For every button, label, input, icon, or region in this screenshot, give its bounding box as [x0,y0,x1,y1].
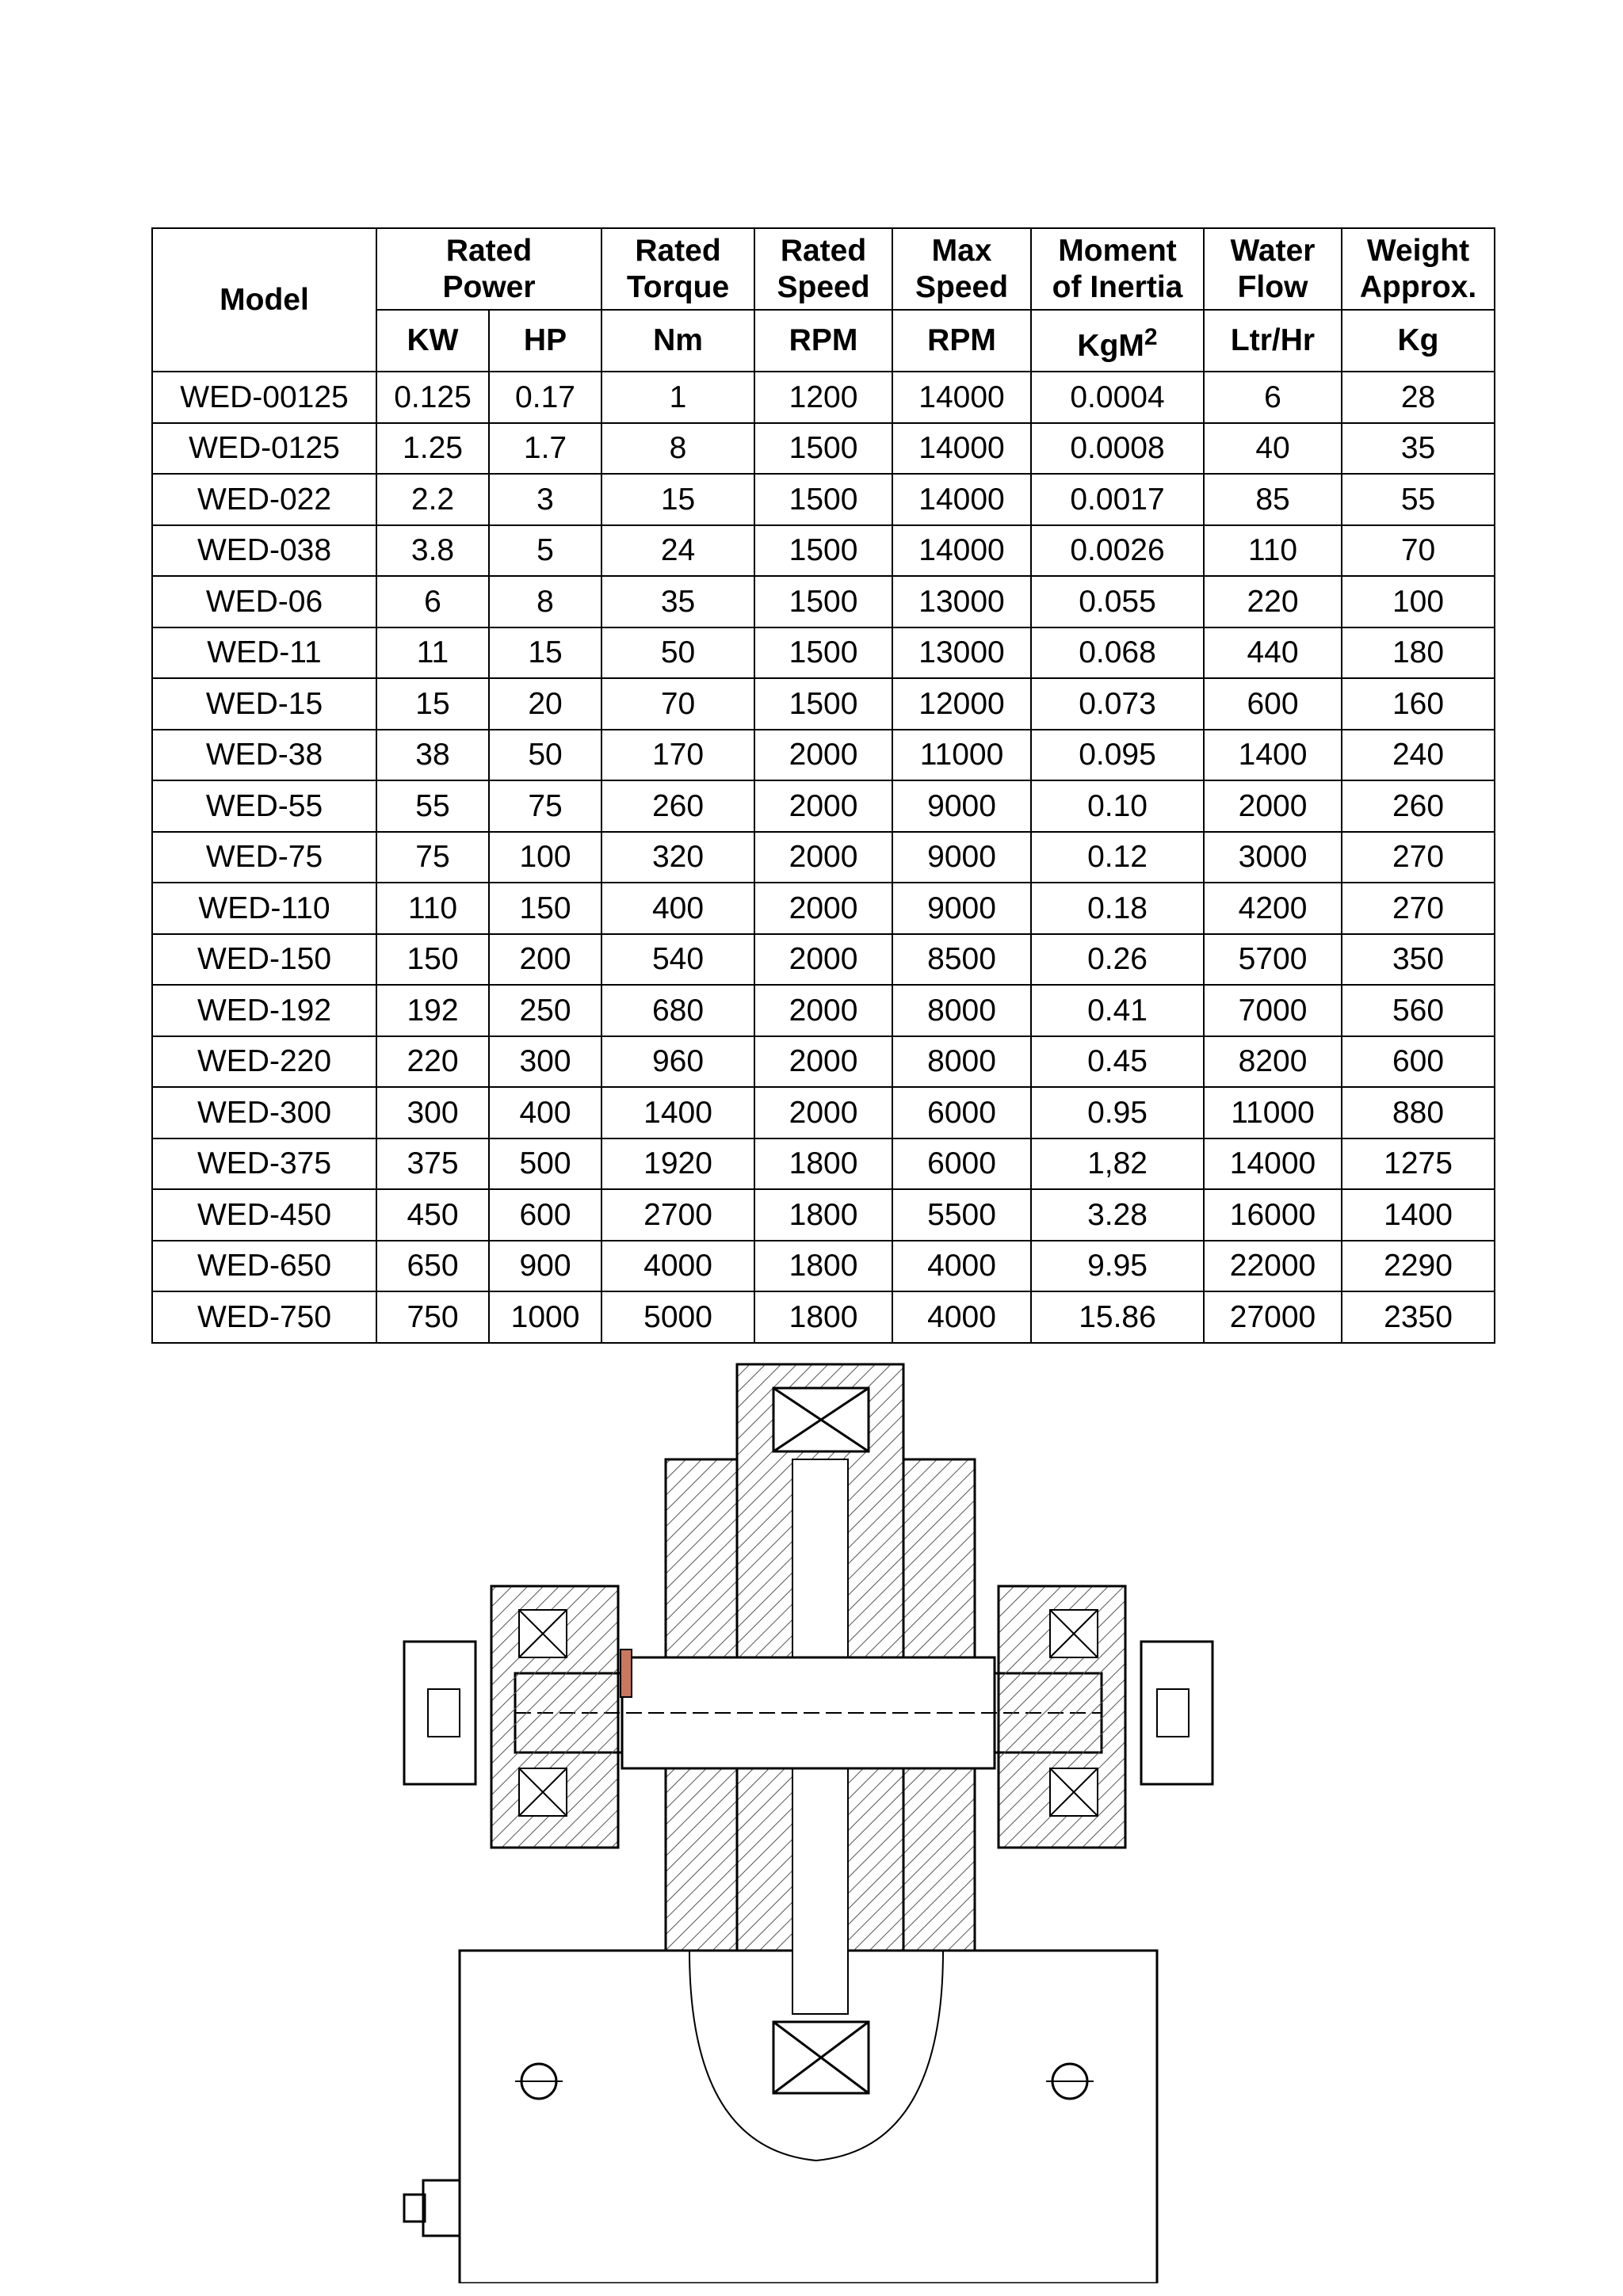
value-cell: 0.068 [1031,627,1204,679]
model-cell: WED-00125 [152,372,376,423]
model-cell: WED-038 [152,525,376,577]
value-cell: 180 [1342,627,1495,679]
value-cell: 2000 [754,832,892,883]
value-cell: 55 [376,780,489,832]
value-cell: 5500 [892,1189,1031,1241]
value-cell: 9000 [892,832,1031,883]
model-cell: WED-11 [152,627,376,679]
value-cell: 13000 [892,627,1031,679]
value-cell: 8200 [1204,1036,1342,1088]
table-row [152,780,1495,832]
table-body [152,372,1495,1343]
value-cell: 3000 [1204,832,1342,883]
value-cell: 55 [1342,474,1495,525]
value-cell: 750 [376,1291,489,1343]
model-cell: WED-15 [152,678,376,730]
right-bearing-assembly [999,1586,1212,1848]
value-cell: 35 [1342,423,1495,475]
value-cell: 1800 [754,1138,892,1190]
model-cell: WED-06 [152,576,376,627]
value-cell: 11000 [892,730,1031,781]
value-cell: 1 [601,372,754,423]
unit-water-flow: Ltr/Hr [1204,310,1342,372]
value-cell: 500 [489,1138,601,1190]
model-cell: WED-0125 [152,423,376,475]
value-cell: 270 [1342,883,1495,934]
value-cell: 14000 [892,423,1031,475]
value-cell: 8 [489,576,601,627]
value-cell: 85 [1204,474,1342,525]
value-cell: 600 [1342,1036,1495,1088]
value-cell: 260 [1342,780,1495,832]
value-cell: 1920 [601,1138,754,1190]
value-cell: 100 [1342,576,1495,627]
unit-rated-speed: RPM [754,310,892,372]
header-max-speed: Max Speed [892,228,1031,310]
table-row [152,525,1495,577]
model-cell: WED-650 [152,1241,376,1292]
value-cell: 540 [601,934,754,986]
value-cell: 0.0017 [1031,474,1204,525]
value-cell: 14000 [892,372,1031,423]
value-cell: 8 [601,423,754,475]
value-cell: 240 [1342,730,1495,781]
value-cell: 0.095 [1031,730,1204,781]
value-cell: 0.0026 [1031,525,1204,577]
model-cell: WED-55 [152,780,376,832]
value-cell: 1800 [754,1189,892,1241]
model-cell: WED-75 [152,832,376,883]
value-cell: 100 [489,832,601,883]
value-cell: 1500 [754,474,892,525]
value-cell: 0.10 [1031,780,1204,832]
value-cell: 40 [1204,423,1342,475]
value-cell: 1500 [754,627,892,679]
unit-weight: Kg [1342,310,1495,372]
value-cell: 1800 [754,1291,892,1343]
unit-max-speed: RPM [892,310,1031,372]
value-cell: 0.45 [1031,1036,1204,1088]
unit-kw: KW [376,310,489,372]
header-rated-torque: Rated Torque [601,228,754,310]
value-cell: 192 [376,985,489,1036]
value-cell: 75 [376,832,489,883]
value-cell: 250 [489,985,601,1036]
value-cell: 300 [489,1036,601,1088]
table-row [152,1087,1495,1138]
value-cell: 200 [489,934,601,986]
value-cell: 400 [601,883,754,934]
value-cell: 11000 [1204,1087,1342,1138]
value-cell: 5700 [1204,934,1342,986]
value-cell: 15.86 [1031,1291,1204,1343]
value-cell: 150 [489,883,601,934]
value-cell: 0.055 [1031,576,1204,627]
value-cell: 880 [1342,1087,1495,1138]
model-cell: WED-220 [152,1036,376,1088]
value-cell: 20 [489,678,601,730]
value-cell: 650 [376,1241,489,1292]
value-cell: 3.8 [376,525,489,577]
value-cell: 350 [1342,934,1495,986]
value-cell: 6 [1204,372,1342,423]
value-cell: 220 [376,1036,489,1088]
unit-hp: HP [489,310,601,372]
table-row [152,1138,1495,1190]
value-cell: 110 [1204,525,1342,577]
value-cell: 170 [601,730,754,781]
value-cell: 9000 [892,780,1031,832]
value-cell: 680 [601,985,754,1036]
value-cell: 220 [1204,576,1342,627]
value-cell: 2700 [601,1189,754,1241]
value-cell: 50 [601,627,754,679]
table-row [152,576,1495,627]
value-cell: 2000 [754,883,892,934]
header-rated-speed: Rated Speed [754,228,892,310]
table-row [152,934,1495,986]
value-cell: 70 [601,678,754,730]
header-weight: Weight Approx. [1342,228,1495,310]
value-cell: 8000 [892,985,1031,1036]
value-cell: 2000 [754,934,892,986]
value-cell: 375 [376,1138,489,1190]
value-cell: 1,82 [1031,1138,1204,1190]
value-cell: 1.7 [489,423,601,475]
value-cell: 5000 [601,1291,754,1343]
value-cell: 5 [489,525,601,577]
value-cell: 15 [376,678,489,730]
value-cell: 0.12 [1031,832,1204,883]
value-cell: 960 [601,1036,754,1088]
model-cell: WED-110 [152,883,376,934]
value-cell: 1200 [754,372,892,423]
value-cell: 1800 [754,1241,892,1292]
value-cell: 0.17 [489,372,601,423]
table-row [152,1241,1495,1292]
value-cell: 24 [601,525,754,577]
value-cell: 15 [601,474,754,525]
value-cell: 12000 [892,678,1031,730]
model-cell: WED-750 [152,1291,376,1343]
value-cell: 320 [601,832,754,883]
value-cell: 22000 [1204,1241,1342,1292]
table-row [152,423,1495,475]
value-cell: 0.41 [1031,985,1204,1036]
table-row [152,832,1495,883]
value-cell: 2000 [754,1087,892,1138]
table-row [152,678,1495,730]
value-cell: 0.0004 [1031,372,1204,423]
value-cell: 8500 [892,934,1031,986]
value-cell: 27000 [1204,1291,1342,1343]
table-row [152,474,1495,525]
table-row [152,1189,1495,1241]
dynamometer-spec-table [151,227,1495,1344]
value-cell: 14000 [1204,1138,1342,1190]
value-cell: 0.95 [1031,1087,1204,1138]
value-cell: 13000 [892,576,1031,627]
table-row [152,372,1495,423]
base-frame [404,1951,1157,2283]
value-cell: 560 [1342,985,1495,1036]
value-cell: 14000 [892,525,1031,577]
value-cell: 1275 [1342,1138,1495,1190]
value-cell: 70 [1342,525,1495,577]
table-row [152,883,1495,934]
value-cell: 1500 [754,423,892,475]
value-cell: 9.95 [1031,1241,1204,1292]
model-cell: WED-375 [152,1138,376,1190]
table-row [152,1291,1495,1343]
value-cell: 3 [489,474,601,525]
value-cell: 1400 [1204,730,1342,781]
model-cell: WED-450 [152,1189,376,1241]
value-cell: 2000 [754,1036,892,1088]
header-rated-power: Rated Power [376,228,601,310]
table-row [152,1036,1495,1088]
value-cell: 9000 [892,883,1031,934]
unit-inertia: KgM$^2$ [1031,310,1204,372]
value-cell: 14000 [892,474,1031,525]
value-cell: 900 [489,1241,601,1292]
table-row [152,985,1495,1036]
value-cell: 2000 [754,780,892,832]
value-cell: 2350 [1342,1291,1495,1343]
value-cell: 6000 [892,1087,1031,1138]
value-cell: 150 [376,934,489,986]
value-cell: 6000 [892,1138,1031,1190]
value-cell: 0.26 [1031,934,1204,986]
value-cell: 0.18 [1031,883,1204,934]
value-cell: 440 [1204,627,1342,679]
table-row [152,730,1495,781]
value-cell: 300 [376,1087,489,1138]
value-cell: 3.28 [1031,1189,1204,1241]
value-cell: 110 [376,883,489,934]
value-cell: 11 [376,627,489,679]
left-bearing-assembly [404,1586,632,1848]
value-cell: 15 [489,627,601,679]
value-cell: 1500 [754,678,892,730]
model-cell: WED-38 [152,730,376,781]
model-cell: WED-022 [152,474,376,525]
value-cell: 7000 [1204,985,1342,1036]
value-cell: 600 [1204,678,1342,730]
value-cell: 260 [601,780,754,832]
unit-torque: Nm [601,310,754,372]
value-cell: 75 [489,780,601,832]
value-cell: 400 [489,1087,601,1138]
value-cell: 38 [376,730,489,781]
value-cell: 4000 [892,1241,1031,1292]
value-cell: 0.073 [1031,678,1204,730]
value-cell: 6 [376,576,489,627]
value-cell: 1400 [1342,1189,1495,1241]
value-cell: 4200 [1204,883,1342,934]
header-moment-of-inertia: Moment of Inertia [1031,228,1204,310]
table-row [152,627,1495,679]
value-cell: 0.0008 [1031,423,1204,475]
value-cell: 2000 [754,730,892,781]
value-cell: 1400 [601,1087,754,1138]
value-cell: 28 [1342,372,1495,423]
value-cell: 2.2 [376,474,489,525]
value-cell: 2290 [1342,1241,1495,1292]
header-model: Model [152,228,376,372]
header-water-flow: Water Flow [1204,228,1342,310]
value-cell: 35 [601,576,754,627]
value-cell: 50 [489,730,601,781]
value-cell: 2000 [1204,780,1342,832]
value-cell: 1500 [754,576,892,627]
value-cell: 450 [376,1189,489,1241]
value-cell: 4000 [892,1291,1031,1343]
value-cell: 8000 [892,1036,1031,1088]
model-cell: WED-300 [152,1087,376,1138]
dynamometer-cross-section-drawing [396,1356,1339,2283]
value-cell: 16000 [1204,1189,1342,1241]
value-cell: 270 [1342,832,1495,883]
value-cell: 4000 [601,1241,754,1292]
value-cell: 2000 [754,985,892,1036]
value-cell: 160 [1342,678,1495,730]
value-cell: 1500 [754,525,892,577]
model-cell: WED-150 [152,934,376,986]
value-cell: 0.125 [376,372,489,423]
value-cell: 1.25 [376,423,489,475]
value-cell: 1000 [489,1291,601,1343]
model-cell: WED-192 [152,985,376,1036]
value-cell: 600 [489,1189,601,1241]
